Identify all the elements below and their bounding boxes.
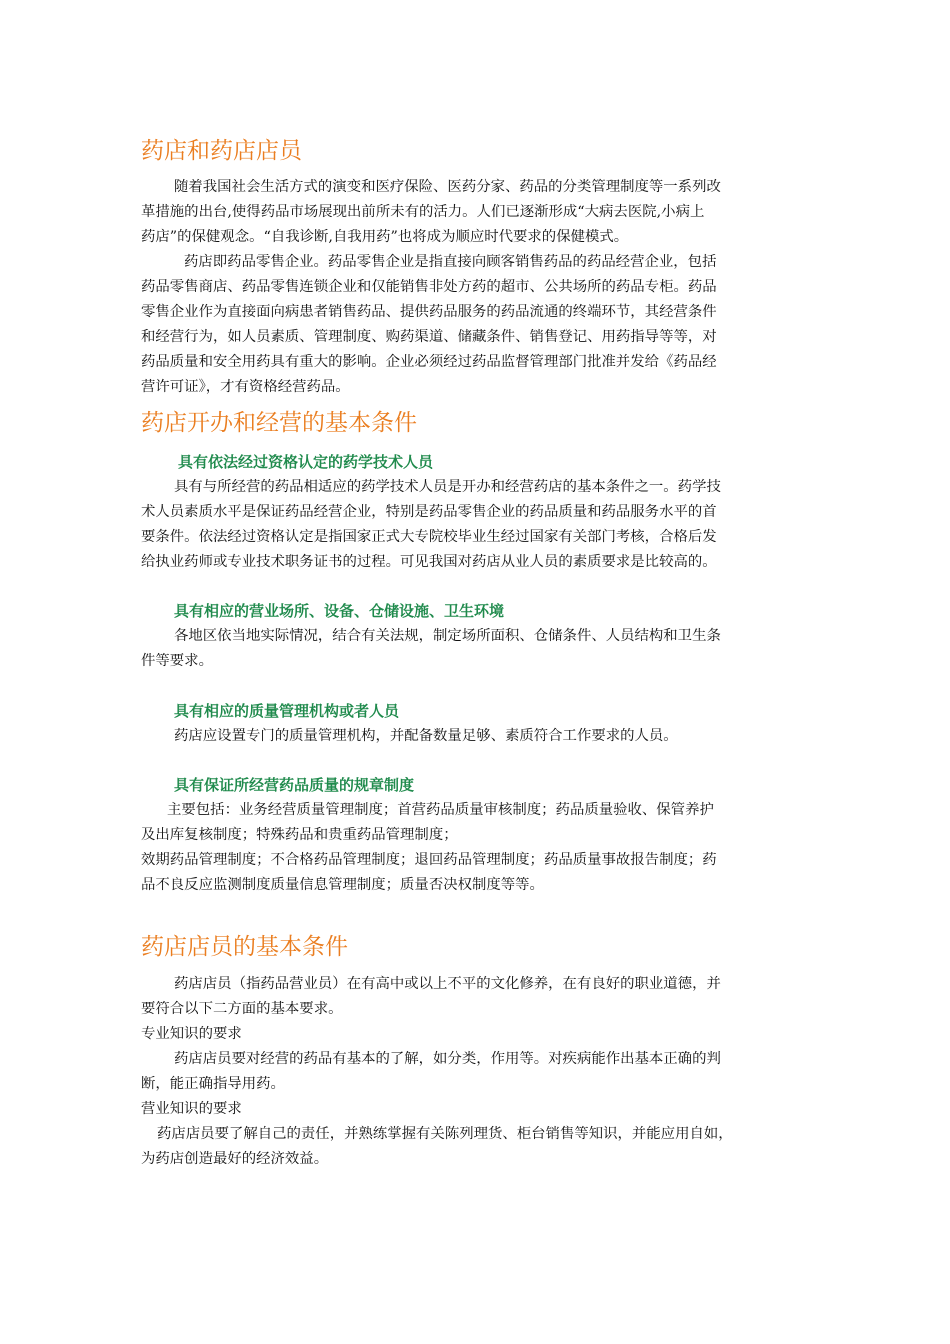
paragraph-line: 药店店员要对经营的药品有基本的了解，如分类，作用等。对疾病能作出基本正确的判 bbox=[174, 1051, 721, 1067]
paragraph-line: 为药店创造最好的经济效益。 bbox=[141, 1151, 329, 1167]
paragraph-line: 药店店员（指药品营业员）在有高中或以上不平的文化修养，在有良好的职业道德，并 bbox=[174, 976, 721, 992]
subheading-business: 营业知识的要求 bbox=[141, 1101, 242, 1117]
paragraph-line: 及出库复核制度；特殊药品和贵重药品管理制度； bbox=[141, 827, 458, 843]
paragraph-line: 药店店员要了解自己的责任，并熟练掌握有关陈列理货、柜台销售等知识，并能应用自如， bbox=[157, 1126, 733, 1142]
paragraph-line: 药品零售商店、药品零售连锁企业和仅能销售非处方药的超市、公共场所的药品专柜。药品 bbox=[141, 279, 717, 295]
paragraph-line: 主要包括：业务经营质量管理制度；首营药品质量审核制度；药品质量验收、保管养护 bbox=[167, 802, 714, 818]
subsection-heading: 具有相应的营业场所、设备、仓储设施、卫生环境 bbox=[174, 602, 505, 620]
subheading-professional: 专业知识的要求 bbox=[141, 1026, 242, 1042]
paragraph-line: 药店应设置专门的质量管理机构，并配备数量足够、素质符合工作要求的人员。 bbox=[174, 728, 678, 744]
paragraph-line: 药店即药品零售企业。药品零售企业是指直接向顾客销售药品的药品经营企业，包括 bbox=[184, 254, 717, 270]
subsection-heading: 具有相应的质量管理机构或者人员 bbox=[174, 702, 400, 720]
section-title-conditions: 药店开办和经营的基本条件 bbox=[141, 410, 417, 436]
paragraph-line: 药品质量和安全用药具有重大的影响。企业必须经过药品监督管理部门批准并发给《药品经 bbox=[141, 354, 717, 370]
paragraph-line: 和经营行为，如人员素质、管理制度、购药渠道、储藏条件、销售登记、用药指导等等，对 bbox=[141, 329, 717, 345]
paragraph-line: 随着我国社会生活方式的演变和医疗保险、医药分家、药品的分类管理制度等一系列改 bbox=[174, 179, 721, 195]
paragraph-line: 要条件。依法经过资格认定是指国家正式大专院校毕业生经过国家有关部门考核，合格后发 bbox=[141, 529, 717, 545]
paragraph-line: 品不良反应监测制度质量信息管理制度；质量否决权制度等等。 bbox=[141, 877, 544, 893]
paragraph-line: 营许可证》，才有资格经营药品。 bbox=[141, 379, 350, 395]
paragraph-line: 给执业药师或专业技术职务证书的过程。可见我国对药店从业人员的素质要求是比较高的。 bbox=[141, 554, 717, 570]
subsection-heading: 具有保证所经营药品质量的规章制度 bbox=[174, 776, 415, 794]
subsection-heading: 具有依法经过资格认定的药学技术人员 bbox=[178, 453, 434, 471]
section-title-intro: 药店和药店店员 bbox=[141, 138, 302, 164]
paragraph-line: 具有与所经营的药品相适应的药学技术人员是开办和经营药店的基本条件之一。药学技 bbox=[174, 479, 721, 495]
paragraph-line: 各地区依当地实际情况，结合有关法规，制定场所面积、仓储条件、人员结构和卫生条 bbox=[174, 628, 721, 644]
paragraph-line: 零售企业作为直接面向病患者销售药品、提供药品服务的药品流通的终端环节，其经营条件 bbox=[141, 304, 717, 320]
paragraph-line: 效期药品管理制度；不合格药品管理制度；退回药品管理制度；药品质量事故报告制度；药 bbox=[141, 852, 717, 868]
paragraph-line: 革措施的出台,使得药品市场展现出前所未有的活力。人们已逐渐形成“大病去医院,小病上 bbox=[141, 204, 705, 220]
paragraph-line: 术人员素质水平是保证药品经营企业，特别是药品零售企业的药品质量和药品服务水平的首 bbox=[141, 504, 717, 520]
paragraph-line: 要符合以下二方面的基本要求。 bbox=[141, 1001, 343, 1017]
paragraph-line: 件等要求。 bbox=[141, 653, 213, 669]
section-title-staff: 药店店员的基本条件 bbox=[141, 934, 348, 960]
paragraph-line: 药店”的保健观念。“自我诊断,自我用药”也将成为顺应时代要求的保健模式。 bbox=[141, 229, 629, 245]
paragraph-line: 断，能正确指导用药。 bbox=[141, 1076, 285, 1092]
